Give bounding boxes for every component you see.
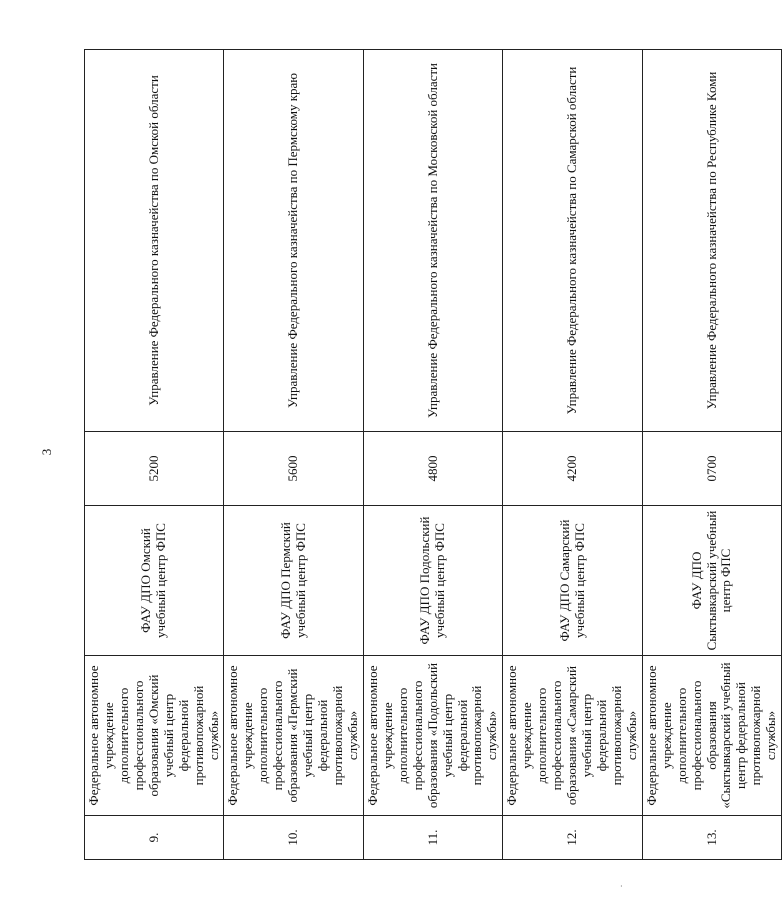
rotated-table-wrapper [84,50,779,860]
full-name-cell: Федеральное автономное учреждение дополнительного профессионального образования «Омский учебный центр федеральной противопожарной службы» [85,656,224,816]
full-name-cell: Федеральное автономное учреждение дополнительного профессионального образования «Пермский учебный центр федеральной противопожарной службы» [224,656,363,816]
treasury-cell: Управление Федерального казначейства по Самарской области [503,50,642,432]
table-row [224,50,363,860]
short-name-cell: ФАУ ДПО Пермский учебный центр ФПС [224,506,363,656]
code-cell: 4200 [503,432,642,506]
row-number: 11. [363,816,502,860]
institutions-table [84,49,782,860]
treasury-cell: Управление Федерального казначейства по Республике Коми [642,50,781,432]
code-cell: 5200 [85,432,224,506]
page-number: 3 [39,448,54,456]
full-name-cell: Федеральное автономное учреждение дополнительного профессионального образования «Подольский учебный центр федеральной противопожарной службы» [363,656,502,816]
full-name-cell: Федеральное автономное учреждение дополнительного профессионального образования «Сыктывкарский учебный центр федеральной противопожарной службы» [642,656,781,816]
short-name-cell: ФАУ ДПО Самарский учебный центр ФПС [503,506,642,656]
treasury-cell: Управление Федерального казначейства по Омской области [85,50,224,432]
treasury-cell: Управление Федерального казначейства по Московской области [363,50,502,432]
full-name-cell: Федеральное автономное учреждение дополнительного профессионального образования «Самарский учебный центр федеральной противопожарной службы» [503,656,642,816]
code-cell: 4800 [363,432,502,506]
table-row [503,50,642,860]
treasury-cell: Управление Федерального казначейства по Пермскому краю [224,50,363,432]
code-cell: 5600 [224,432,363,506]
table-row [642,50,781,860]
table-row [85,50,224,860]
row-number: 12. [503,816,642,860]
row-number: 10. [224,816,363,860]
code-cell: 0700 [642,432,781,506]
scan-speck: · [620,882,623,891]
row-number: 13. [642,816,781,860]
row-number: 9. [85,816,224,860]
short-name-cell: ФАУ ДПО Подольский учебный центр ФПС [363,506,502,656]
short-name-cell: ФАУ ДПО Сыктывкарский учебный центр ФПС [642,506,781,656]
table-row [363,50,502,860]
short-name-cell: ФАУ ДПО Омский учебный центр ФПС [85,506,224,656]
